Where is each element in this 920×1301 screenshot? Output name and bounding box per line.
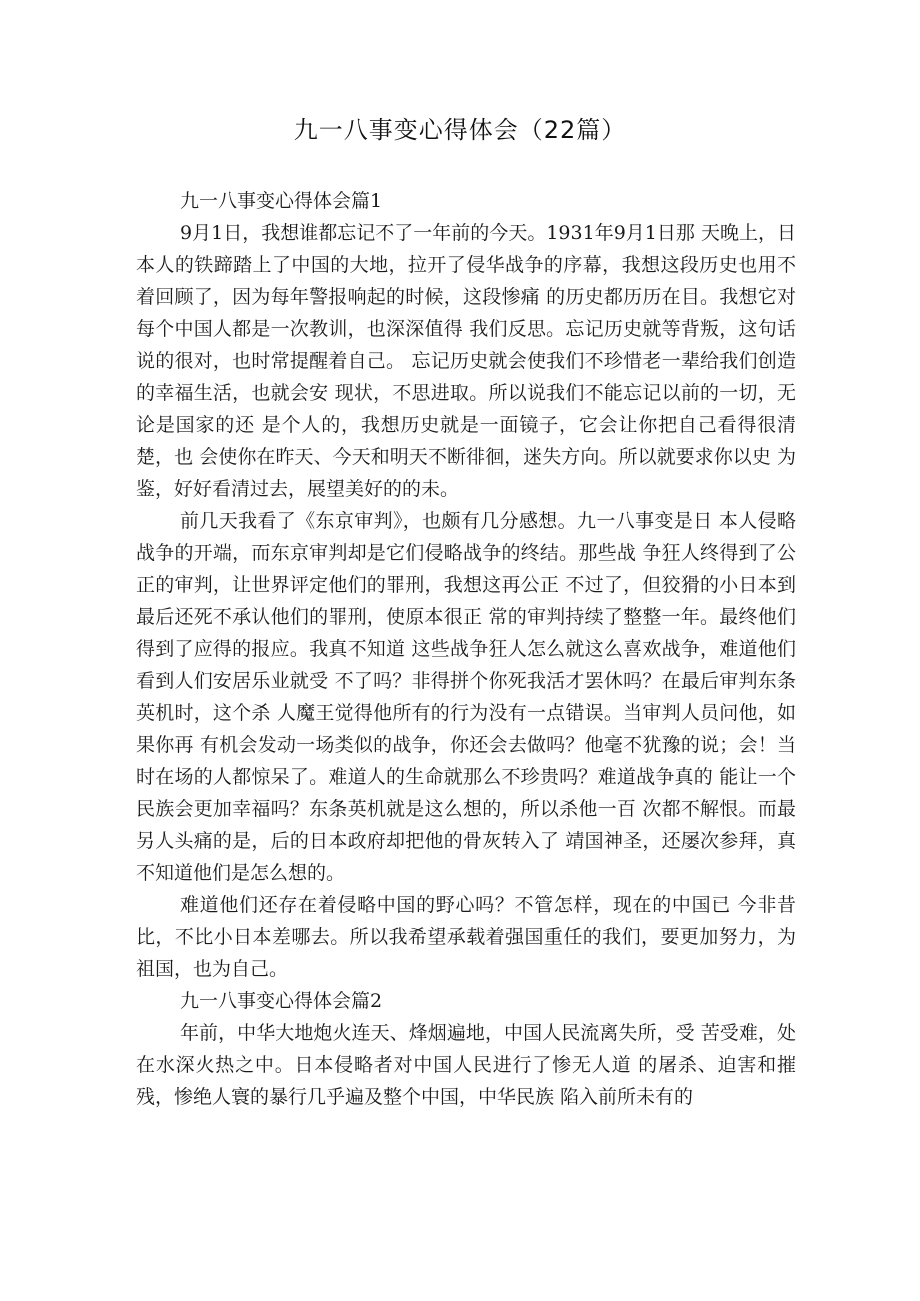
paragraph-1-3: 难道他们还存在着侵略中国的野心吗？不管怎样，现在的中国已 今非昔比，不比小日本差哪去。所以我希望承载着强国重任的我们，要更加努力，为祖国，也为自己。 bbox=[136, 894, 796, 980]
section-heading-1: 九一八事变心得体会篇1 bbox=[180, 190, 383, 212]
document-title: 九一八事变心得体会（22篇） bbox=[293, 116, 627, 144]
paragraph-1-1: 9月1日，我想谁都忘记不了一年前的今天。1931年9月1日那 天晚上，日本人的铁蹄踏上了中国的大地，拉开了侵华战争的序幕，我想这段历史也用不着回顾了，因为每年警报响起的时候，这段惨痛 的历史都历历在目。我想它对每个中国人都是一次教训，也深深值得 我们反思。忘记历史就等背叛，这句话说的很对，也时常提醒着自己。 忘记历史就会使我们不珍惜老一辈给我们创造的幸福生活，也就会安 现状，不思进取。所以说我们不能忘记以前的一切，无论是国家的还 是个人的，我想历史就是一面镜子，它会让你把自己看得很清楚，也 会使你在昨天、今天和明天不断徘徊，迷失方向。所以就要求你以史 为鉴，好好看清过去，展望美好的的未。 bbox=[136, 222, 796, 500]
paragraph-1-2: 前几天我看了《东京审判》，也颇有几分感想。九一八事变是日 本人侵略战争的开端，而东京审判却是它们侵略战争的终结。那些战 争狂人终得到了公正的审判，让世界评定他们的罪刑，我想这再公正 不过了，但狡猾的小日本到最后还死不承认他们的罪刑，使原本很正 常的审判持续了整整一年。最终他们得到了应得的报应。我真不知道 这些战争狂人怎么就这么喜欢战争，难道他们看到人们安居乐业就受 不了吗？非得拼个你死我活才罢休吗？在最后审判东条英机时，这个杀 人魔王觉得他所有的行为没有一点错误。当审判人员问他，如果你再 有机会发动一场类似的战争，你还会去做吗？他毫不犹豫的说；会！当 时在场的人都惊呆了。难道人的生命就那么不珍贵吗？难道战争真的 能让一个民族会更加幸福吗？东条英机就是这么想的，所以杀他一百 次都不解恨。而最另人头痛的是，后的日本政府却把他的骨灰转入了 靖国神圣，还屡次参拜，真不知道他们是怎么想的。 bbox=[136, 510, 796, 884]
document-body bbox=[136, 185, 796, 1113]
section-heading-2: 九一八事变心得体会篇2 bbox=[180, 990, 383, 1012]
paragraph-2-1: 年前，中华大地炮火连天、烽烟遍地，中国人民流离失所，受 苦受难，处在水深火热之中。日本侵略者对中国人民进行了惨无人道 的屠杀、迫害和摧残，惨绝人寰的暴行几乎遍及整个中国，中华民族 陷入前所未有的 bbox=[136, 1022, 796, 1108]
